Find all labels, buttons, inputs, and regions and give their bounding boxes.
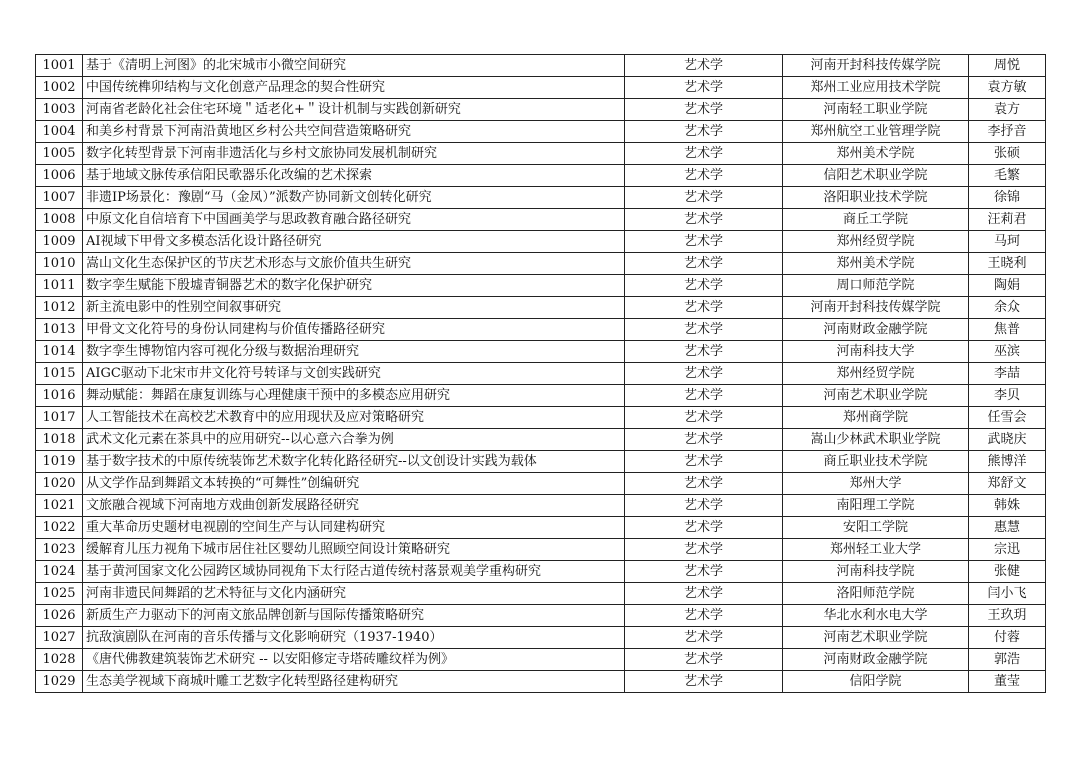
project-list-table <box>35 54 1046 693</box>
project-title-cell: 《唐代佛教建筑装饰艺术研究 -- 以安阳修定寺塔砖雕纹样为例》 <box>83 649 625 671</box>
project-title-cell: 抗敌演剧队在河南的音乐传播与文化影响研究（1937-1940） <box>83 627 625 649</box>
institution-cell: 洛阳师范学院 <box>783 583 969 605</box>
institution-cell: 河南财政金融学院 <box>783 649 969 671</box>
table-row <box>36 451 1046 473</box>
subject-cell: 艺术学 <box>625 407 783 429</box>
subject-cell: 艺术学 <box>625 99 783 121</box>
applicant-name-cell: 宗迅 <box>969 539 1046 561</box>
project-id-cell: 1008 <box>36 209 83 231</box>
table-row <box>36 385 1046 407</box>
applicant-name-cell: 周悦 <box>969 55 1046 77</box>
project-list-table-container <box>35 54 1045 693</box>
table-row <box>36 539 1046 561</box>
project-id-cell: 1026 <box>36 605 83 627</box>
institution-cell: 华北水利水电大学 <box>783 605 969 627</box>
applicant-name-cell: 武晓庆 <box>969 429 1046 451</box>
project-title-cell: 中原文化自信培育下中国画美学与思政教育融合路径研究 <box>83 209 625 231</box>
project-id-cell: 1017 <box>36 407 83 429</box>
table-row <box>36 187 1046 209</box>
institution-cell: 南阳理工学院 <box>783 495 969 517</box>
applicant-name-cell: 郭浩 <box>969 649 1046 671</box>
applicant-name-cell: 郑舒文 <box>969 473 1046 495</box>
subject-cell: 艺术学 <box>625 605 783 627</box>
institution-cell: 河南艺术职业学院 <box>783 385 969 407</box>
table-row <box>36 341 1046 363</box>
project-id-cell: 1014 <box>36 341 83 363</box>
applicant-name-cell: 李喆 <box>969 363 1046 385</box>
subject-cell: 艺术学 <box>625 319 783 341</box>
applicant-name-cell: 陶娟 <box>969 275 1046 297</box>
subject-cell: 艺术学 <box>625 583 783 605</box>
table-row <box>36 121 1046 143</box>
institution-cell: 郑州大学 <box>783 473 969 495</box>
project-title-cell: 生态美学视域下商城叶雕工艺数字化转型路径建构研究 <box>83 671 625 693</box>
project-id-cell: 1019 <box>36 451 83 473</box>
institution-cell: 商丘职业技术学院 <box>783 451 969 473</box>
institution-cell: 河南科技学院 <box>783 561 969 583</box>
project-id-cell: 1027 <box>36 627 83 649</box>
project-title-cell: 缓解育儿压力视角下城市居住社区婴幼儿照顾空间设计策略研究 <box>83 539 625 561</box>
subject-cell: 艺术学 <box>625 561 783 583</box>
project-id-cell: 1021 <box>36 495 83 517</box>
institution-cell: 河南科技大学 <box>783 341 969 363</box>
institution-cell: 商丘工学院 <box>783 209 969 231</box>
applicant-name-cell: 余众 <box>969 297 1046 319</box>
subject-cell: 艺术学 <box>625 627 783 649</box>
project-title-cell: AI视域下甲骨文多模态活化设计路径研究 <box>83 231 625 253</box>
subject-cell: 艺术学 <box>625 77 783 99</box>
project-id-cell: 1002 <box>36 77 83 99</box>
project-id-cell: 1004 <box>36 121 83 143</box>
institution-cell: 信阳学院 <box>783 671 969 693</box>
table-row <box>36 517 1046 539</box>
subject-cell: 艺术学 <box>625 341 783 363</box>
project-id-cell: 1006 <box>36 165 83 187</box>
subject-cell: 艺术学 <box>625 209 783 231</box>
applicant-name-cell: 汪莉君 <box>969 209 1046 231</box>
institution-cell: 郑州美术学院 <box>783 143 969 165</box>
project-title-cell: 武术文化元素在茶具中的应用研究--以心意六合拳为例 <box>83 429 625 451</box>
table-row <box>36 495 1046 517</box>
applicant-name-cell: 任雪会 <box>969 407 1046 429</box>
project-id-cell: 1010 <box>36 253 83 275</box>
applicant-name-cell: 毛繁 <box>969 165 1046 187</box>
applicant-name-cell: 王晓利 <box>969 253 1046 275</box>
institution-cell: 郑州经贸学院 <box>783 363 969 385</box>
project-title-cell: 和美乡村背景下河南沿黄地区乡村公共空间营造策略研究 <box>83 121 625 143</box>
project-id-cell: 1013 <box>36 319 83 341</box>
institution-cell: 郑州轻工业大学 <box>783 539 969 561</box>
applicant-name-cell: 熊博洋 <box>969 451 1046 473</box>
applicant-name-cell: 焦普 <box>969 319 1046 341</box>
table-row <box>36 649 1046 671</box>
applicant-name-cell: 袁方 <box>969 99 1046 121</box>
applicant-name-cell: 李贝 <box>969 385 1046 407</box>
table-row <box>36 605 1046 627</box>
project-title-cell: 基于数字技术的中原传统装饰艺术数字化转化路径研究--以文创设计实践为载体 <box>83 451 625 473</box>
table-row <box>36 209 1046 231</box>
table-row <box>36 561 1046 583</box>
institution-cell: 郑州经贸学院 <box>783 231 969 253</box>
applicant-name-cell: 惠慧 <box>969 517 1046 539</box>
project-title-cell: 河南省老龄化社会住宅环境＂适老化+＂设计机制与实践创新研究 <box>83 99 625 121</box>
subject-cell: 艺术学 <box>625 253 783 275</box>
institution-cell: 河南艺术职业学院 <box>783 627 969 649</box>
applicant-name-cell: 付蓉 <box>969 627 1046 649</box>
project-id-cell: 1024 <box>36 561 83 583</box>
project-id-cell: 1022 <box>36 517 83 539</box>
project-title-cell: 中国传统榫卯结构与文化创意产品理念的契合性研究 <box>83 77 625 99</box>
applicant-name-cell: 巫滨 <box>969 341 1046 363</box>
table-row <box>36 671 1046 693</box>
project-title-cell: 基于黄河国家文化公园跨区域协同视角下太行陉古道传统村落景观美学重构研究 <box>83 561 625 583</box>
project-title-cell: 嵩山文化生态保护区的节庆艺术形态与文旅价值共生研究 <box>83 253 625 275</box>
subject-cell: 艺术学 <box>625 517 783 539</box>
table-row <box>36 473 1046 495</box>
institution-cell: 河南开封科技传媒学院 <box>783 55 969 77</box>
applicant-name-cell: 张硕 <box>969 143 1046 165</box>
subject-cell: 艺术学 <box>625 495 783 517</box>
project-id-cell: 1029 <box>36 671 83 693</box>
project-id-cell: 1015 <box>36 363 83 385</box>
table-row <box>36 363 1046 385</box>
subject-cell: 艺术学 <box>625 231 783 253</box>
project-id-cell: 1012 <box>36 297 83 319</box>
institution-cell: 河南轻工职业学院 <box>783 99 969 121</box>
project-title-cell: 数字孪生博物馆内容可视化分级与数据治理研究 <box>83 341 625 363</box>
project-id-cell: 1001 <box>36 55 83 77</box>
project-id-cell: 1005 <box>36 143 83 165</box>
applicant-name-cell: 韩姝 <box>969 495 1046 517</box>
project-id-cell: 1007 <box>36 187 83 209</box>
table-row <box>36 99 1046 121</box>
institution-cell: 洛阳职业技术学院 <box>783 187 969 209</box>
project-title-cell: 数字化转型背景下河南非遗活化与乡村文旅协同发展机制研究 <box>83 143 625 165</box>
institution-cell: 安阳工学院 <box>783 517 969 539</box>
table-row <box>36 165 1046 187</box>
table-row <box>36 55 1046 77</box>
project-title-cell: 非遗IP场景化：豫剧“马（金凤）”派数产协同新文创转化研究 <box>83 187 625 209</box>
table-row <box>36 627 1046 649</box>
applicant-name-cell: 董莹 <box>969 671 1046 693</box>
subject-cell: 艺术学 <box>625 165 783 187</box>
subject-cell: 艺术学 <box>625 55 783 77</box>
applicant-name-cell: 徐锦 <box>969 187 1046 209</box>
project-title-cell: 基于地域文脉传承信阳民歌器乐化改编的艺术探索 <box>83 165 625 187</box>
table-row <box>36 297 1046 319</box>
institution-cell: 郑州商学院 <box>783 407 969 429</box>
project-title-cell: 河南非遗民间舞蹈的艺术特征与文化内涵研究 <box>83 583 625 605</box>
project-id-cell: 1009 <box>36 231 83 253</box>
project-id-cell: 1018 <box>36 429 83 451</box>
project-id-cell: 1020 <box>36 473 83 495</box>
applicant-name-cell: 马珂 <box>969 231 1046 253</box>
table-row <box>36 143 1046 165</box>
subject-cell: 艺术学 <box>625 539 783 561</box>
project-id-cell: 1016 <box>36 385 83 407</box>
project-id-cell: 1003 <box>36 99 83 121</box>
project-title-cell: 数字孪生赋能下殷墟青铜器艺术的数字化保护研究 <box>83 275 625 297</box>
subject-cell: 艺术学 <box>625 385 783 407</box>
applicant-name-cell: 张健 <box>969 561 1046 583</box>
institution-cell: 周口师范学院 <box>783 275 969 297</box>
project-id-cell: 1025 <box>36 583 83 605</box>
project-id-cell: 1023 <box>36 539 83 561</box>
institution-cell: 嵩山少林武术职业学院 <box>783 429 969 451</box>
subject-cell: 艺术学 <box>625 143 783 165</box>
project-title-cell: 人工智能技术在高校艺术教育中的应用现状及应对策略研究 <box>83 407 625 429</box>
subject-cell: 艺术学 <box>625 187 783 209</box>
subject-cell: 艺术学 <box>625 473 783 495</box>
subject-cell: 艺术学 <box>625 429 783 451</box>
project-title-cell: 文旅融合视域下河南地方戏曲创新发展路径研究 <box>83 495 625 517</box>
institution-cell: 郑州工业应用技术学院 <box>783 77 969 99</box>
project-id-cell: 1028 <box>36 649 83 671</box>
project-title-cell: 甲骨文文化符号的身份认同建构与价值传播路径研究 <box>83 319 625 341</box>
table-row <box>36 77 1046 99</box>
project-title-cell: 基于《清明上河图》的北宋城市小微空间研究 <box>83 55 625 77</box>
applicant-name-cell: 李抒音 <box>969 121 1046 143</box>
subject-cell: 艺术学 <box>625 275 783 297</box>
project-title-cell: 重大革命历史题材电视剧的空间生产与认同建构研究 <box>83 517 625 539</box>
institution-cell: 信阳艺术职业学院 <box>783 165 969 187</box>
subject-cell: 艺术学 <box>625 451 783 473</box>
subject-cell: 艺术学 <box>625 121 783 143</box>
institution-cell: 郑州美术学院 <box>783 253 969 275</box>
table-body <box>36 55 1046 693</box>
table-row <box>36 231 1046 253</box>
table-row <box>36 319 1046 341</box>
subject-cell: 艺术学 <box>625 363 783 385</box>
table-row <box>36 253 1046 275</box>
applicant-name-cell: 袁方敏 <box>969 77 1046 99</box>
table-row <box>36 407 1046 429</box>
project-title-cell: 新质生产力驱动下的河南文旅品牌创新与国际传播策略研究 <box>83 605 625 627</box>
subject-cell: 艺术学 <box>625 649 783 671</box>
table-row <box>36 275 1046 297</box>
project-title-cell: 从文学作品到舞蹈文本转换的“可舞性”创编研究 <box>83 473 625 495</box>
project-id-cell: 1011 <box>36 275 83 297</box>
table-row <box>36 429 1046 451</box>
project-title-cell: AIGC驱动下北宋市井文化符号转译与文创实践研究 <box>83 363 625 385</box>
institution-cell: 郑州航空工业管理学院 <box>783 121 969 143</box>
subject-cell: 艺术学 <box>625 297 783 319</box>
project-title-cell: 新主流电影中的性别空间叙事研究 <box>83 297 625 319</box>
project-title-cell: 舞动赋能：舞蹈在康复训练与心理健康干预中的多模态应用研究 <box>83 385 625 407</box>
table-row <box>36 583 1046 605</box>
applicant-name-cell: 王玖玥 <box>969 605 1046 627</box>
institution-cell: 河南开封科技传媒学院 <box>783 297 969 319</box>
subject-cell: 艺术学 <box>625 671 783 693</box>
applicant-name-cell: 闫小飞 <box>969 583 1046 605</box>
institution-cell: 河南财政金融学院 <box>783 319 969 341</box>
